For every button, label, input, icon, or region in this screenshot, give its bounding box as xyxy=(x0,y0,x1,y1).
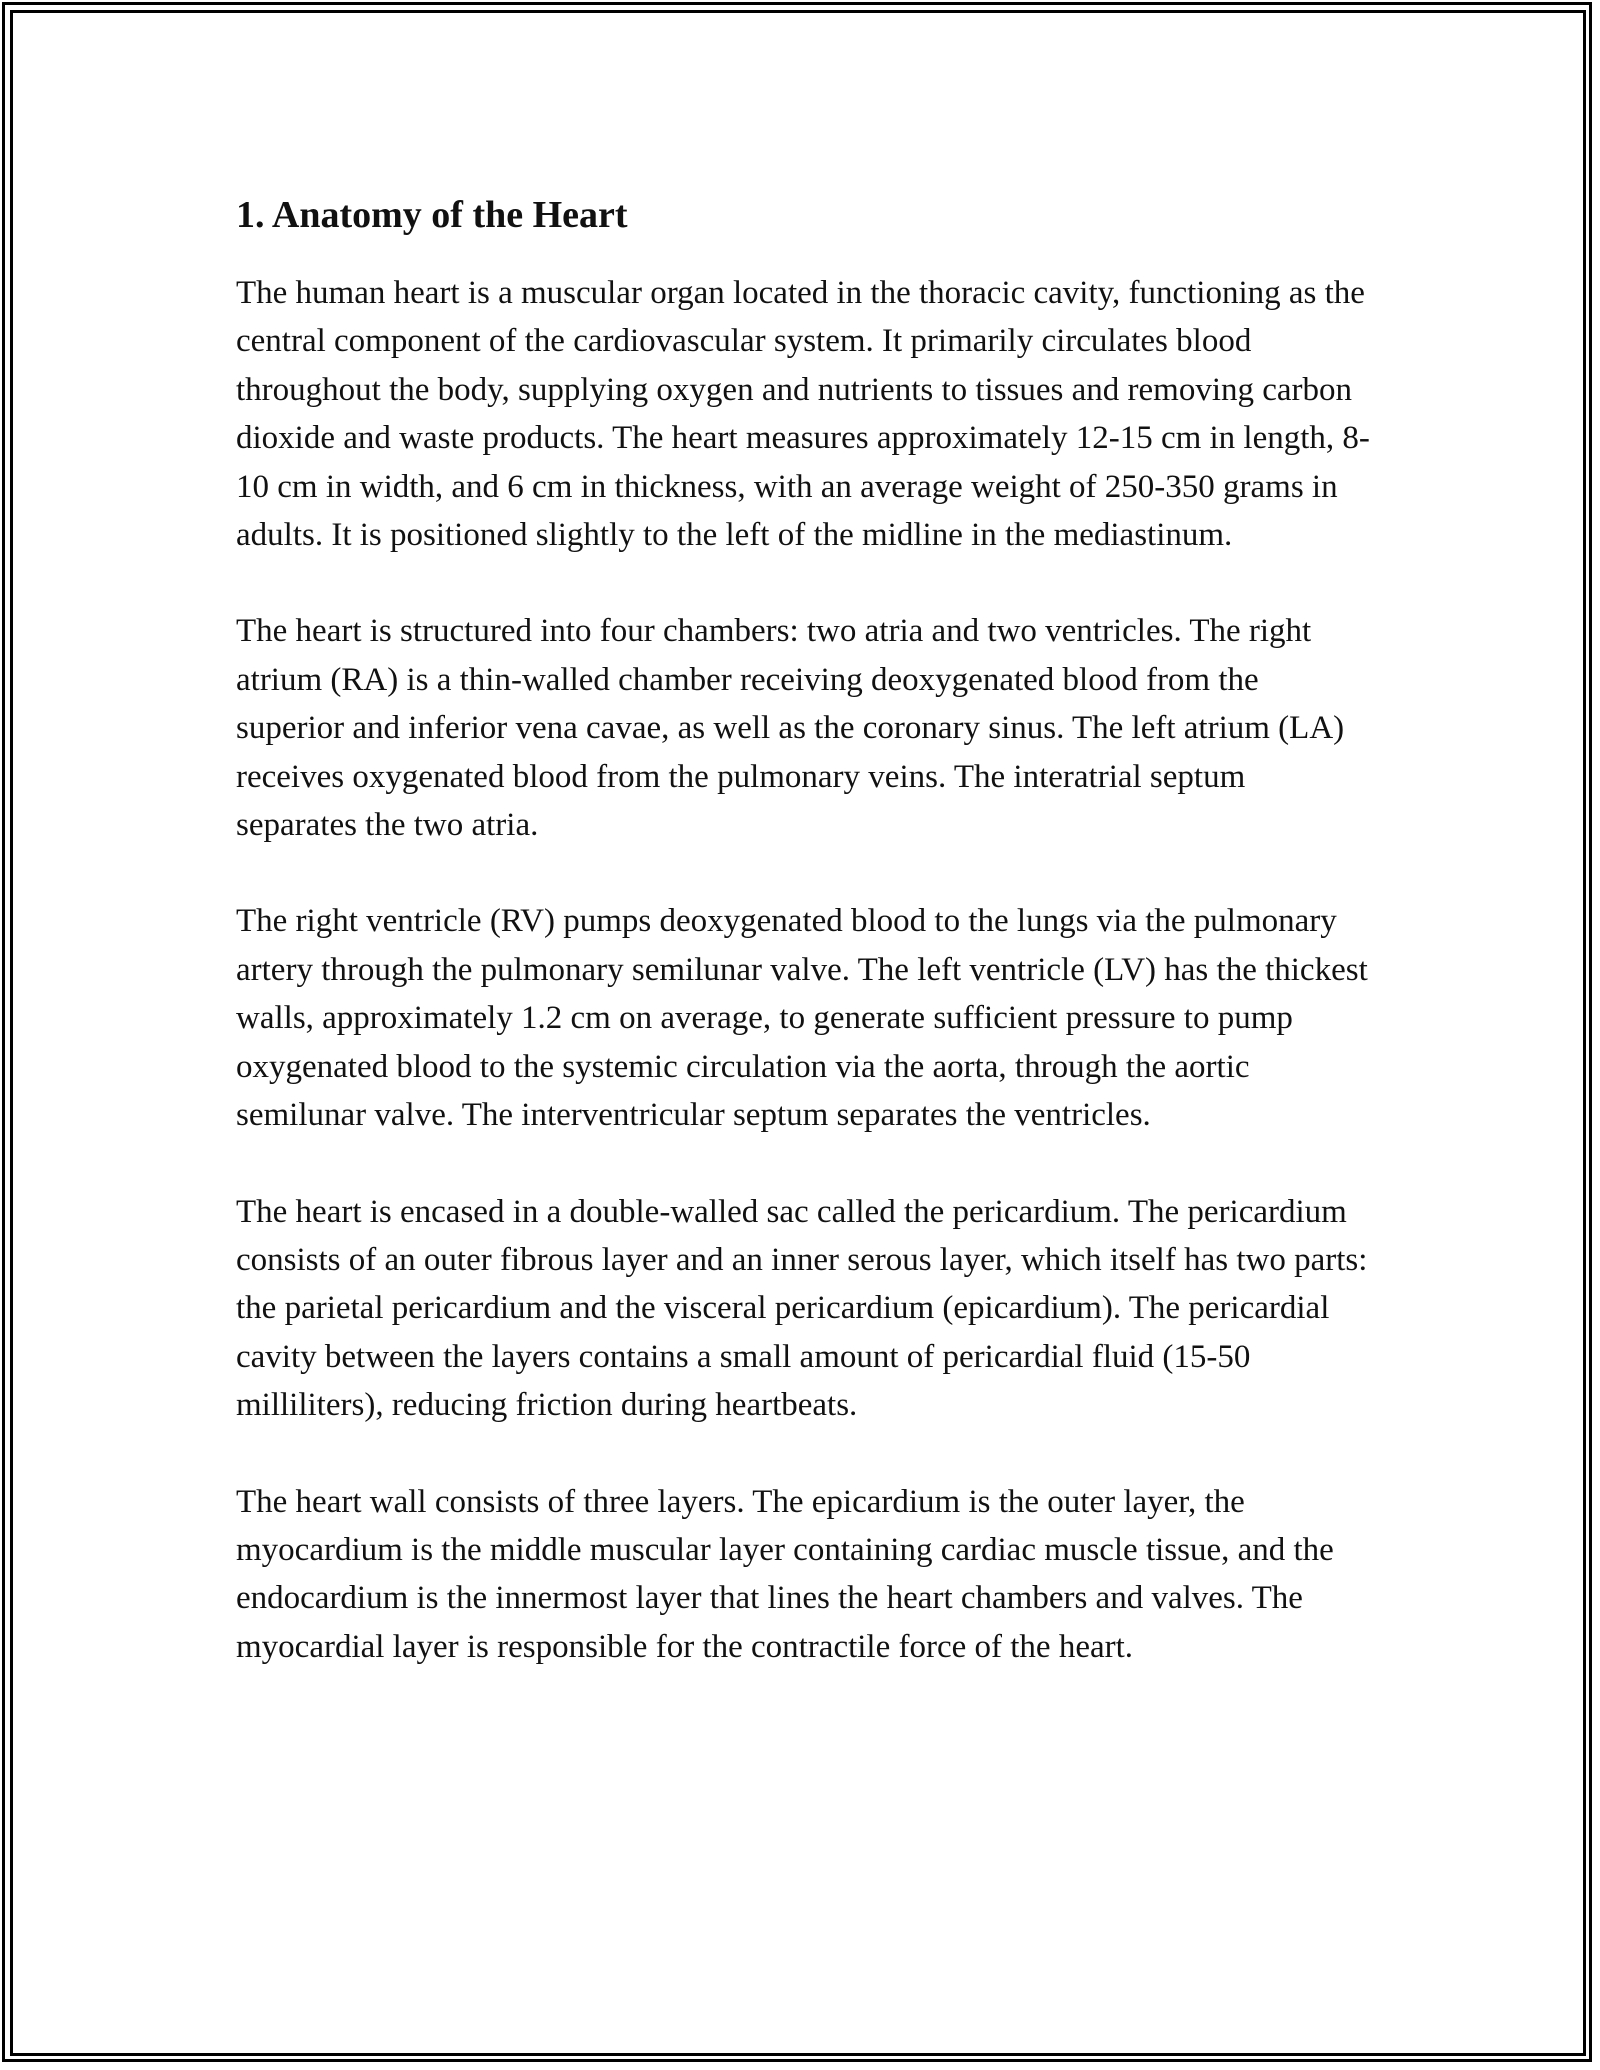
paragraph-heart-chambers: The heart is structured into four chambers: two atria and two ventricles. The right atrium (RA) is a thin-walled chamber receiving deoxygenated blood from the superior and inferior vena cavae, as well as the coronary sinus. The left atrium (LA) receives oxygenated blood from the pulmonary veins. The interatrial septum separates the two atria. xyxy=(236,613,1345,844)
document-content xyxy=(236,185,1372,1719)
section-title: 1. Anatomy of the Heart xyxy=(236,194,628,236)
paragraph-heart-overview: The human heart is a muscular organ located in the thoracic cavity, functioning as the central component of the cardiovascular system. It primarily circulates blood throughout the body, supplying oxygen and nutrients to tissues and removing carbon dioxide and waste products. The heart measures approximately 12-15 cm in length, 8-10 cm in width, and 6 cm in thickness, with an average weight of 250-350 grams in adults. It is positioned slightly to the left of the midline in the mediastinum. xyxy=(236,275,1370,554)
paragraph-pericardium: The heart is encased in a double-walled sac called the pericardium. The pericardium consists of an outer fibrous layer and an inner serous layer, which itself has two parts: the parietal pericardium and the visceral pericardium (epicardium). The pericardial cavity between the layers contains a small amount of pericardial fluid (15-50 milliliters), reducing friction during heartbeats. xyxy=(236,1193,1368,1424)
paragraph-ventricles: The right ventricle (RV) pumps deoxygenated blood to the lungs via the pulmonary artery through the pulmonary semilunar valve. The left ventricle (LV) has the thickest walls, approximately 1.2 cm on average, to generate sufficient pressure to pump oxygenated blood to the systemic circulation via the aorta, through the aortic semilunar valve. The interventricular septum separates the ventricles. xyxy=(236,903,1368,1134)
paragraph-heart-wall-layers: The heart wall consists of three layers. The epicardium is the outer layer, the myocardium is the middle muscular layer containing cardiac muscle tissue, and the endocardium is the innermost layer that lines the heart chambers and valves. The myocardial layer is responsible for the contractile force of the heart. xyxy=(236,1483,1334,1665)
